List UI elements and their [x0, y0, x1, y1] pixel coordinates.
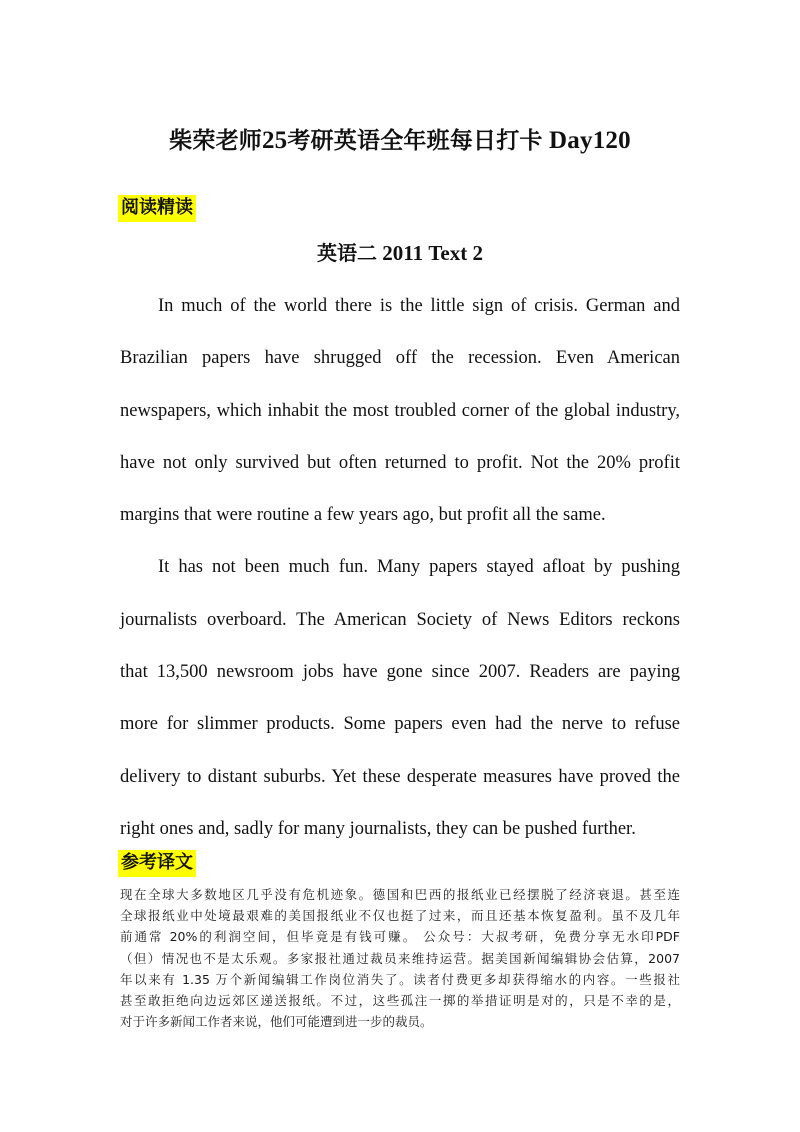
title-middle: 考研英语全年班每日打卡	[287, 128, 543, 154]
text-heading	[0, 237, 800, 266]
reading-line: It has not been much fun. Many papers stayed afloat by pushing	[158, 557, 680, 578]
reading-line: Brazilian papers have shrugged off the recession. Even American	[120, 348, 680, 369]
translation-line: （但）情况也不是太乐观。多家报社通过裁员来维持运营。据美国新闻编辑协会估算，2007	[120, 950, 680, 966]
translation-line: 前通常 20%的利润空间，但毕竟是有钱可赚。 公众号：大叔考研，免费分享无水印PDF	[120, 929, 680, 945]
translation-line: 现在全球大多数地区几乎没有危机迹象。德国和巴西的报纸业已经摆脱了经济衰退。甚至连	[120, 887, 680, 902]
reading-line: delivery to distant suburbs. Yet these desperate measures have proved the	[120, 766, 680, 787]
reading-line: margins that were routine a few years ago, but profit all the same.	[120, 505, 606, 526]
title-day: Day120	[549, 127, 631, 154]
title-year: 25	[261, 127, 288, 154]
reading-line: right ones and, sadly for many journalists, they can be pushed further.	[120, 818, 636, 839]
reading-line: journalists overboard. The American Society of News Editors reckons	[120, 609, 680, 630]
translation-line: 全球报纸业中处境最艰难的美国报纸业不仅也挺了过来，而且还基本恢复盈利。虽不及几年	[120, 908, 680, 924]
reading-line: have not only survived but often returned to profit. Not the 20% profit	[120, 452, 680, 473]
reading-line: that 13,500 newsroom jobs have gone since 2007. Readers are paying	[120, 662, 680, 683]
translation-passage	[120, 884, 680, 1032]
translation-line: 对于许多新闻工作者来说，他们可能遭到进一步的裁员。	[120, 1014, 433, 1030]
title-prefix: 柴荣老师	[169, 128, 262, 154]
reading-line: newspapers, which inhabit the most troubled corner of the global industry,	[120, 400, 680, 421]
translation-line: 甚至敢拒绝向边远郊区递送报纸。不过，这些孤注一掷的举措证明是对的，只是不幸的是，	[120, 992, 680, 1008]
translation-line: 年以来有 1.35 万个新闻编辑工作岗位消失了。读者付费更多却获得缩水的内容。一些报社	[120, 971, 680, 987]
text-heading-en: 2011 Text 2	[382, 241, 483, 265]
reading-section-label: 阅读精读	[118, 195, 196, 222]
translation-section-label: 参考译文	[118, 850, 196, 877]
text-heading-cn: 英语二	[317, 241, 377, 265]
reading-line: In much of the world there is the little sign of crisis. German and	[158, 296, 680, 316]
reading-line: more for slimmer products. Some papers even had the nerve to refuse	[120, 714, 680, 735]
page-title	[0, 122, 800, 155]
reading-passage	[120, 280, 680, 855]
